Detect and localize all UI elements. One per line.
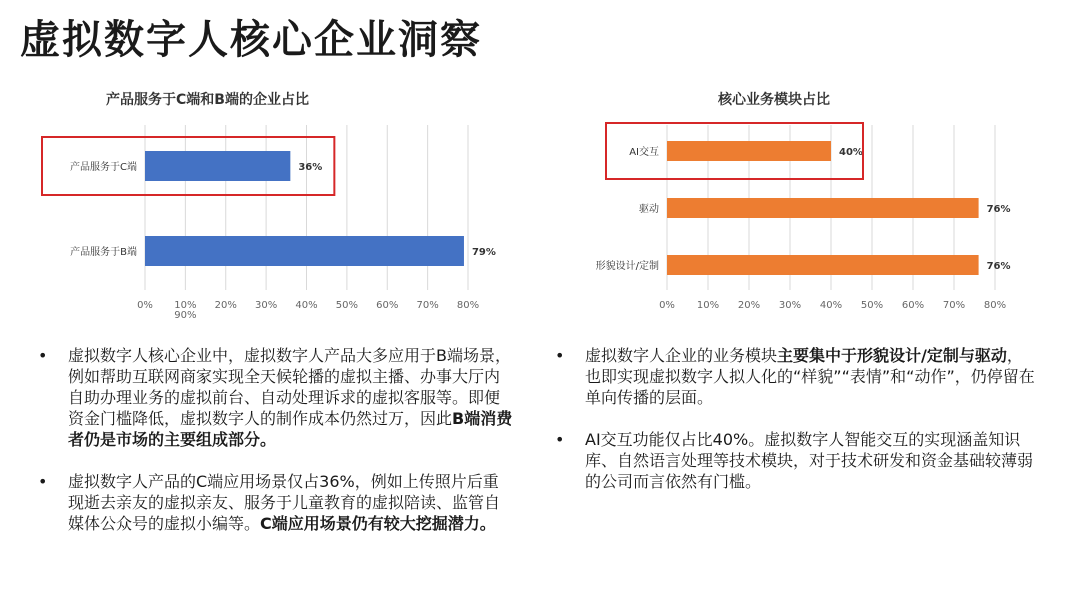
bullet-marker: • bbox=[555, 430, 565, 449]
x-tick-label: 50% bbox=[860, 300, 884, 311]
bar bbox=[145, 236, 464, 266]
bullet-marker: • bbox=[38, 346, 48, 365]
left-bullet-1 bbox=[38, 345, 513, 450]
bar bbox=[667, 198, 979, 218]
bar bbox=[145, 151, 290, 181]
x-tick-label: 10% bbox=[696, 300, 720, 311]
bullet-marker: • bbox=[38, 472, 48, 491]
left-bar-chart bbox=[30, 110, 500, 325]
x-tick-label: 70% bbox=[416, 300, 439, 311]
x-tick-label: 90% bbox=[174, 310, 197, 321]
bullet-marker: • bbox=[555, 346, 565, 365]
category-label: AI交互 bbox=[629, 147, 659, 158]
x-tick-label: 80% bbox=[456, 300, 480, 311]
bar bbox=[667, 141, 831, 161]
right-bar-chart bbox=[580, 110, 1020, 325]
right-bullet-list bbox=[555, 345, 1035, 513]
data-label: 76% bbox=[986, 261, 1011, 272]
bullet-text: 虚拟数字人核心企业中，虚拟数字人产品大多应用于B端场景，例如帮助互联网商家实现全天候轮播的虚拟主播、办事大厅内自助办理业务的虚拟前台、自动处理诉求的虚拟客服等。即便资金门槛降低，虚拟数字人的制作成本仍然过万，因此 bbox=[68, 346, 511, 428]
x-tick-label: 70% bbox=[942, 300, 966, 311]
bullet-text: 虚拟数字人产品的C端应用场景仅占36%，例如上传照片后重现逝去亲友的虚拟亲友、服务于儿童教育的虚拟陪读、监管自媒体公众号的虚拟小编等。 bbox=[68, 472, 501, 533]
category-label: 驱动 bbox=[639, 204, 659, 215]
bullet-text: AI交互功能仅占比40%。虚拟数字人智能交互的实现涵盖知识库、自然语言处理等技术模块，对于技术研发和资金基础较薄弱的公司而言依然有门槛。 bbox=[585, 430, 1034, 491]
right-bullet-2 bbox=[555, 429, 1035, 492]
x-tick-label: 20% bbox=[737, 300, 761, 311]
left-chart-title: 产品服务于C端和B端的企业占比 bbox=[106, 92, 309, 108]
page-title: 虚拟数字人核心企业洞察 bbox=[20, 17, 482, 63]
left-bullet-2 bbox=[38, 471, 513, 534]
x-tick-label: 40% bbox=[295, 300, 318, 311]
x-tick-label: 80% bbox=[983, 300, 1007, 311]
bullet-bold-text: 主要集中于形貌设计/定制与驱动 bbox=[777, 346, 1007, 365]
data-label: 36% bbox=[298, 162, 323, 173]
x-tick-label: 30% bbox=[778, 300, 802, 311]
bullet-bold-text: B端消费者仍是市场的主要组成部分。 bbox=[68, 409, 513, 449]
x-tick-label: 30% bbox=[255, 300, 278, 311]
x-tick-label: 10% bbox=[174, 300, 197, 311]
x-tick-label: 40% bbox=[819, 300, 843, 311]
x-tick-label: 50% bbox=[335, 300, 358, 311]
data-label: 79% bbox=[471, 247, 496, 258]
category-label: 产品服务于B端 bbox=[70, 247, 137, 258]
category-label: 产品服务于C端 bbox=[70, 162, 137, 173]
bullet-text: 虚拟数字人企业的业务模块 bbox=[585, 346, 778, 365]
x-tick-label: 60% bbox=[376, 300, 399, 311]
data-label: 76% bbox=[986, 204, 1011, 215]
bullet-bold-text: C端应用场景仍有较大挖掘潜力。 bbox=[260, 514, 496, 533]
left-bullet-list bbox=[38, 345, 513, 555]
x-tick-label: 20% bbox=[214, 300, 237, 311]
x-tick-label: 60% bbox=[901, 300, 925, 311]
x-tick-label: 0% bbox=[137, 300, 153, 311]
right-bullet-1 bbox=[555, 345, 1035, 408]
category-label: 形貌设计/定制 bbox=[595, 261, 659, 272]
bar bbox=[667, 255, 979, 275]
x-tick-label: 0% bbox=[659, 300, 675, 311]
right-chart-title: 核心业务模块占比 bbox=[718, 92, 830, 108]
data-label: 40% bbox=[839, 147, 863, 158]
bullet-text-after: ，也即实现虚拟数字人拟人化的“样貌”“表情”和“动作”，仍停留在单向传播的层面。 bbox=[585, 346, 1035, 407]
